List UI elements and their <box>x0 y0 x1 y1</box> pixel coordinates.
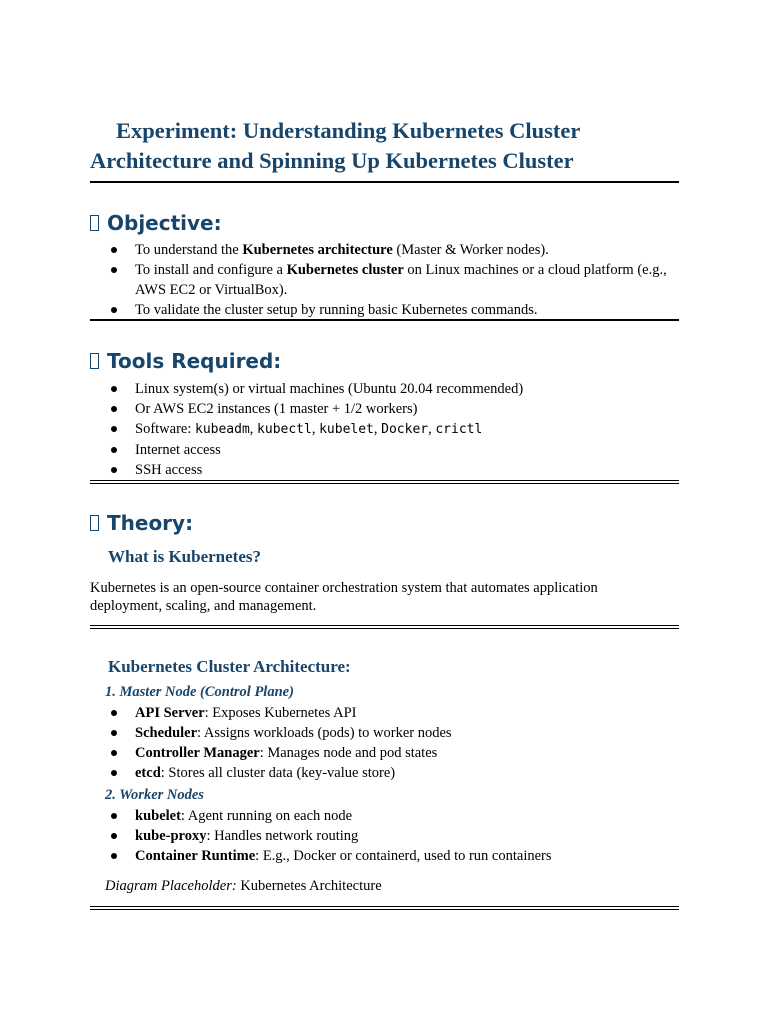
theory-heading-text: Theory: <box>107 511 194 535</box>
objective-heading <box>90 210 222 236</box>
divider <box>90 906 679 910</box>
bullet-icon <box>111 247 117 253</box>
what-is-kubernetes-text: Kubernetes is an open-source container orchestration system that automates application deployment, scaling, and management. <box>90 580 598 614</box>
list-item: kubelet: Agent running on each node <box>90 806 679 826</box>
list-item: Scheduler: Assigns workloads (pods) to worker nodes <box>90 723 679 743</box>
bullet-icon <box>111 426 117 432</box>
list-item: etcd: Stores all cluster data (key-value store) <box>90 763 679 783</box>
list-item: API Server: Exposes Kubernetes API <box>90 703 679 723</box>
bullet-icon <box>111 813 117 819</box>
document-title: Experiment: Understanding Kubernetes Cluster Architecture and Spinning Up Kubernetes Cluster <box>90 118 580 173</box>
missing-glyph-icon <box>90 353 99 369</box>
list-item: SSH access <box>90 460 679 480</box>
bullet-icon <box>111 730 117 736</box>
bullet-icon <box>111 386 117 392</box>
bullet-icon <box>111 467 117 473</box>
bullet-icon <box>111 833 117 839</box>
divider <box>90 625 679 629</box>
missing-glyph-icon <box>90 515 99 531</box>
architecture-heading: Kubernetes Cluster Architecture: <box>108 657 351 676</box>
list-item: To validate the cluster setup by running basic Kubernetes commands. <box>90 300 679 320</box>
what-is-kubernetes-heading: What is Kubernetes? <box>108 547 261 566</box>
worker-nodes-list <box>90 806 679 866</box>
bullet-icon <box>111 750 117 756</box>
bullet-icon <box>111 447 117 453</box>
objective-list <box>90 240 679 320</box>
list-item: To understand the Kubernetes architecture (Master & Worker nodes). <box>90 240 679 260</box>
list-item: Internet access <box>90 440 679 460</box>
list-item: kube-proxy: Handles network routing <box>90 826 679 846</box>
list-item: Controller Manager: Manages node and pod states <box>90 743 679 763</box>
list-item: Or AWS EC2 instances (1 master + 1/2 workers) <box>90 399 679 419</box>
master-node-heading: 1. Master Node (Control Plane) <box>105 684 294 700</box>
list-item: Linux system(s) or virtual machines (Ubuntu 20.04 recommended) <box>90 379 679 399</box>
bullet-icon <box>111 770 117 776</box>
divider <box>90 480 679 484</box>
tools-heading-text: Tools Required: <box>107 349 282 373</box>
worker-nodes-heading: 2. Worker Nodes <box>105 787 204 803</box>
master-node-list <box>90 703 679 783</box>
diagram-placeholder: Diagram Placeholder: Kubernetes Architecture <box>105 878 382 894</box>
bullet-icon <box>111 307 117 313</box>
list-item: To install and configure a Kubernetes cluster on Linux machines or a cloud platform (e.g., AWS EC2 or VirtualBox). <box>90 260 679 300</box>
tools-heading <box>90 348 281 374</box>
theory-heading <box>90 510 193 536</box>
bullet-icon <box>111 853 117 859</box>
missing-glyph-icon <box>90 215 99 231</box>
bullet-icon <box>111 267 117 273</box>
list-item: Software: kubeadm, kubectl, kubelet, Docker, crictl <box>90 419 679 440</box>
bullet-icon <box>111 406 117 412</box>
list-item: Container Runtime: E.g., Docker or containerd, used to run containers <box>90 846 679 866</box>
divider <box>90 181 679 183</box>
tools-list <box>90 379 679 480</box>
bullet-icon <box>111 710 117 716</box>
divider <box>90 319 679 321</box>
objective-heading-text: Objective: <box>107 211 222 235</box>
